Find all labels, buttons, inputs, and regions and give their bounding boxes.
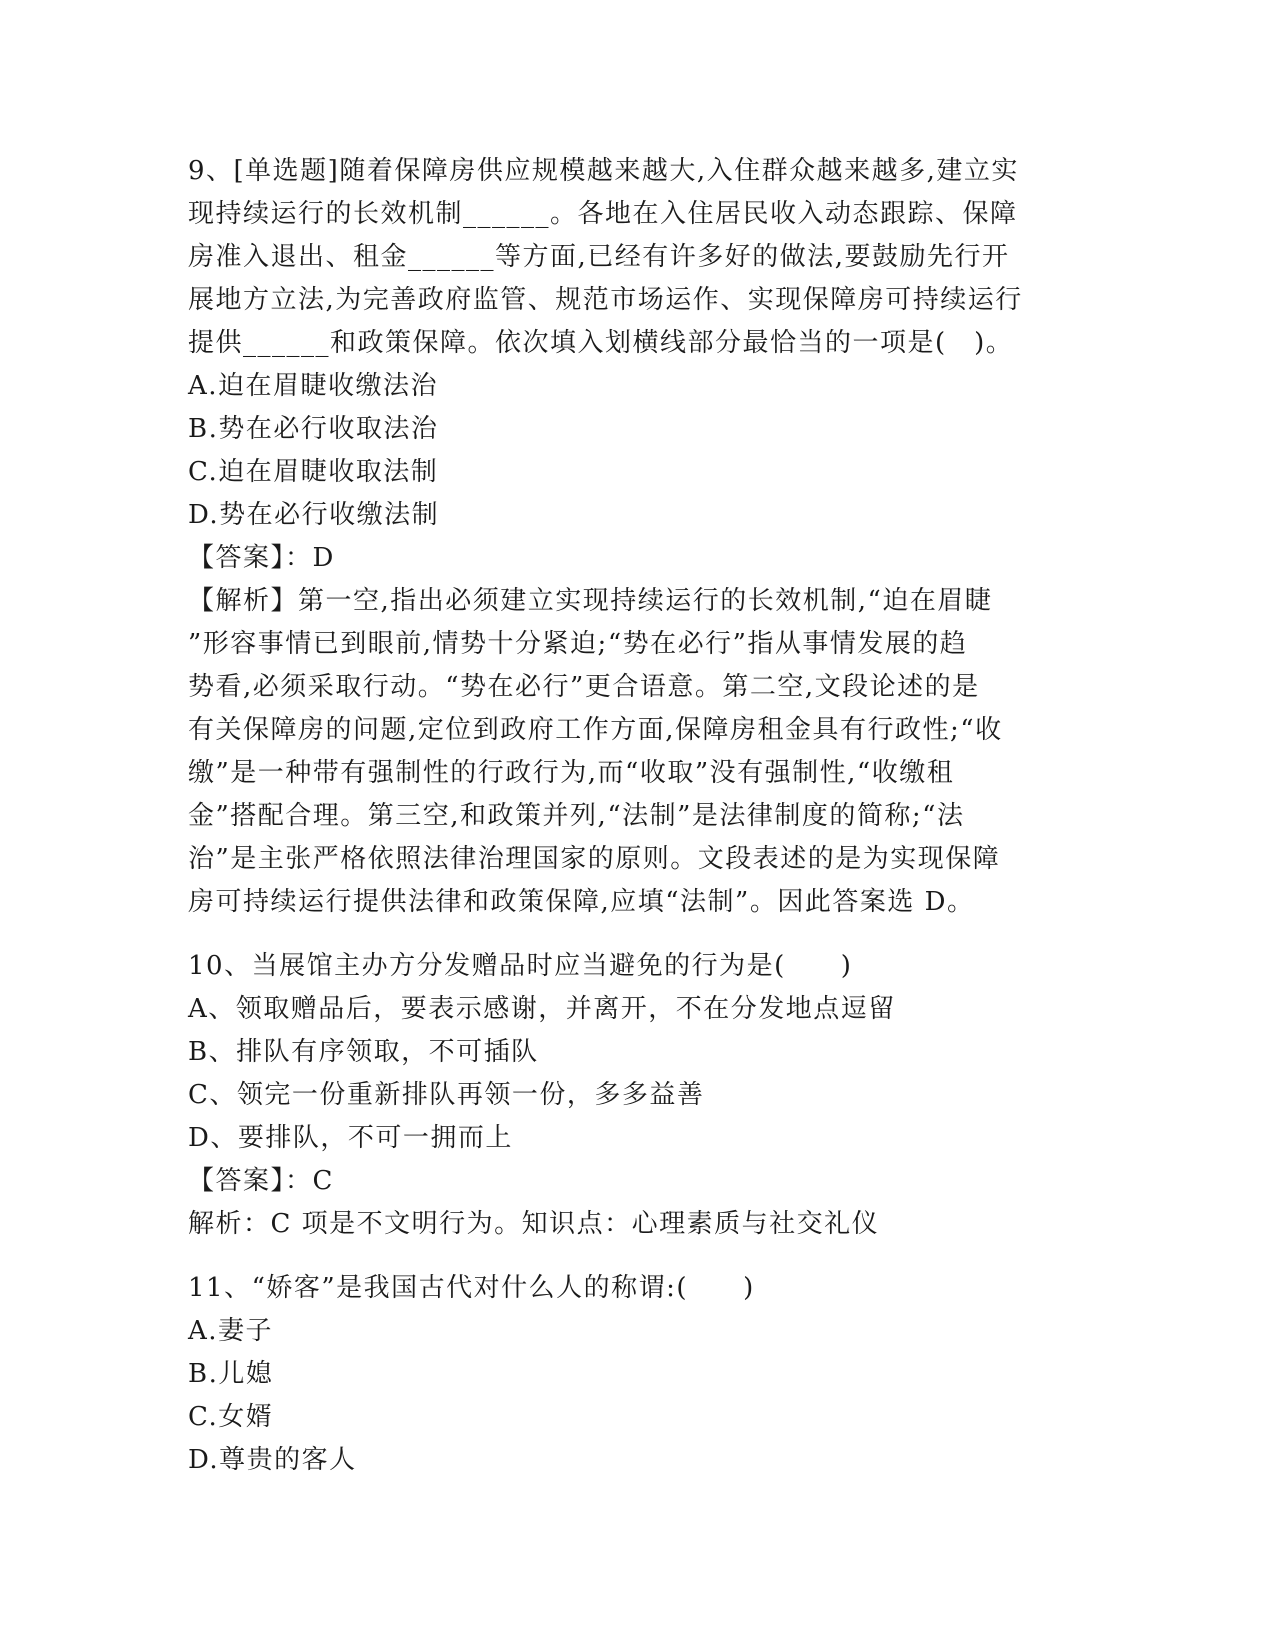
analysis-line: 有关保障房的问题,定位到政府工作方面,保障房租金具有行政性;“收 — [188, 715, 1003, 745]
question-stem-line: 9、[单选题]随着保障房供应规模越来越大,入住群众越来越多,建立实 — [188, 156, 1019, 186]
option-d: D、要排队，不可一拥而上 — [188, 1123, 513, 1153]
option-c: C.女婿 — [188, 1402, 274, 1432]
analysis-line: 房可持续运行提供法律和政策保障,应填“法制”。因此答案选 D。 — [188, 887, 975, 917]
question-stem-line: 现持续运行的长效机制______。各地在入住居民收入动态跟踪、保障 — [188, 199, 1018, 229]
option-b: B、排队有序领取，不可插队 — [188, 1037, 539, 1067]
option-a: A.迫在眉睫收缴法治 — [188, 371, 439, 401]
option-a: A、领取赠品后，要表示感谢，并离开，不在分发地点逗留 — [188, 994, 896, 1024]
question-stem-line: 房准入退出、租金______等方面,已经有许多好的做法,要鼓励先行开 — [188, 242, 1010, 272]
analysis-line: 解析：C 项是不文明行为。知识点：心理素质与社交礼仪 — [188, 1209, 880, 1239]
question-stem-line: 展地方立法,为完善政府监管、规范市场运作、实现保障房可持续运行 — [188, 285, 1023, 315]
analysis-line: 缴”是一种带有强制性的行政行为,而“收取”没有强制性,“收缴租 — [188, 758, 955, 788]
question-stem-line: 11、“娇客”是我国古代对什么人的称谓:( ) — [188, 1273, 755, 1303]
question-spacer — [188, 1246, 1088, 1267]
analysis-line: 【解析】第一空,指出必须建立实现持续运行的长效机制,“迫在眉睫 — [188, 586, 993, 616]
document-page — [188, 150, 1088, 1482]
option-d: D.势在必行收缴法制 — [188, 500, 440, 530]
option-c: C、领完一份重新排队再领一份，多多益善 — [188, 1080, 705, 1110]
option-b: B.儿媳 — [188, 1359, 274, 1389]
question-stem-line: 提供______和政策保障。依次填入划横线部分最恰当的一项是( )。 — [188, 328, 1014, 358]
question-stem-line: 10、当展馆主办方分发赠品时应当避免的行为是( ) — [188, 951, 853, 981]
question-11 — [188, 1267, 1088, 1482]
analysis-line: 治”是主张严格依照法律治理国家的原则。文段表述的是为实现保障 — [188, 844, 1001, 874]
question-10 — [188, 945, 1088, 1246]
analysis-line: 势看,必须采取行动。“势在必行”更合语意。第二空,文段论述的是 — [188, 672, 980, 702]
answer-line: 【答案】：D — [188, 543, 335, 573]
question-spacer — [188, 924, 1088, 945]
answer-line: 【答案】：C — [188, 1166, 334, 1196]
option-b: B.势在必行收取法治 — [188, 414, 439, 444]
question-9 — [188, 150, 1088, 924]
analysis-line: ”形容事情已到眼前,情势十分紧迫;“势在必行”指从事情发展的趋 — [188, 629, 968, 659]
analysis-line: 金”搭配合理。第三空,和政策并列,“法制”是法律制度的简称;“法 — [188, 801, 965, 831]
option-a: A.妻子 — [188, 1316, 274, 1346]
option-d: D.尊贵的客人 — [188, 1445, 357, 1475]
option-c: C.迫在眉睫收取法制 — [188, 457, 439, 487]
